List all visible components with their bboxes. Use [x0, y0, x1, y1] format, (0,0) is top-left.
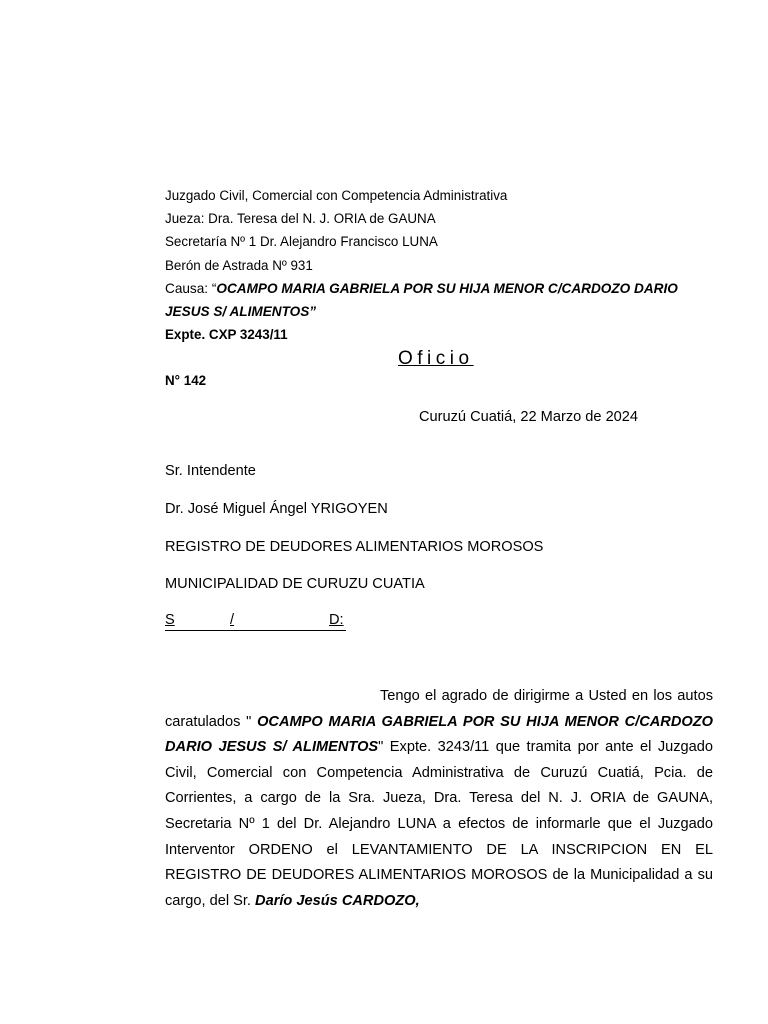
- causa-title: OCAMPO MARIA GABRIELA POR SU HIJA MENOR C/CARDOZO DARIO: [216, 281, 678, 296]
- expte-number: Expte. CXP 3243/11: [165, 327, 288, 342]
- body-paragraph: [165, 684, 713, 914]
- judge-line: Jueza: Dra. Teresa del N. J. ORIA de GAUNA: [165, 211, 436, 226]
- address-line: Berón de Astrada Nº 931: [165, 258, 313, 273]
- sd-s: S: [165, 612, 175, 628]
- recipient-title: Sr. Intendente: [165, 463, 256, 479]
- place-date: Curuzú Cuatiá, 22 Marzo de 2024: [419, 409, 639, 425]
- document-title: Oficio: [398, 348, 474, 369]
- body-text-intro: Tengo el agrado de dirigirme a Usted en los autos caratulados ": [165, 688, 713, 730]
- sd-d: D:: [329, 612, 344, 628]
- secretary-line: Secretaría Nº 1 Dr. Alejandro Francisco LUNA: [165, 234, 438, 249]
- recipient-municipality: MUNICIPALIDAD DE CURUZU CUATIA: [165, 576, 425, 592]
- causa-title-continued: JESUS S/ ALIMENTOS”: [165, 304, 317, 319]
- oficio-number: N° 142: [165, 373, 207, 388]
- sd-underline: [165, 630, 346, 631]
- recipient-registry: REGISTRO DE DEUDORES ALIMENTARIOS MOROSOS: [165, 539, 544, 555]
- body-text-main: " Expte. 3243/11 que tramita por ante el Juzgado Civil, Comercial con Competencia Administrativa de Curuzú Cuatiá, Pcia. de Corrientes, a cargo de la Sra. Jueza, Dra. Teresa del N. J. ORIA de GAUNA, Secretaria Nº 1 del Dr. Alejandro LUNA a efectos de informarle que el Juzgado Interventor ORDENO el LEVANTAMIENTO DE LA INSCRIPCION EN EL REGISTRO DE DEUDORES ALIMENTARIOS MOROSOS de la Municipalidad a su cargo, del Sr.: [165, 739, 714, 909]
- debtor-name: Darío Jesús CARDOZO,: [255, 892, 420, 909]
- court-name: Juzgado Civil, Comercial con Competencia Administrativa: [165, 188, 508, 203]
- case-caption: OCAMPO MARIA GABRIELA POR SU HIJA MENOR C/CARDOZO DARIO JESUS S/ ALIMENTOS: [165, 713, 713, 756]
- causa-line: [165, 281, 678, 297]
- sd-slash: /: [230, 612, 235, 628]
- recipient-name: Dr. José Miguel Ángel YRIGOYEN: [165, 501, 388, 517]
- causa-label: Causa: “: [165, 281, 217, 296]
